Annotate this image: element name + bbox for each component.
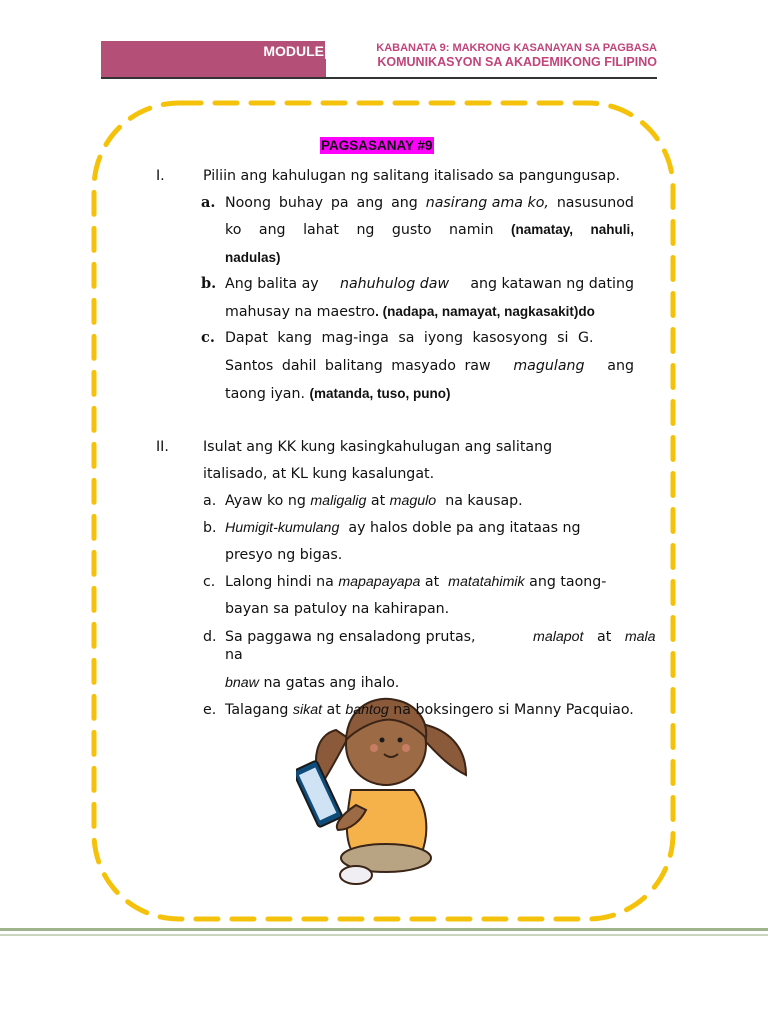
italic-term: bantog [345, 702, 389, 718]
italic-term: matatahimik [448, 574, 525, 590]
italic-term: Humigit-kumulang [225, 520, 340, 536]
text: at [326, 702, 341, 718]
italic-term: nasirang ama ko, [425, 195, 549, 211]
item-2b-line2: presyo ng bigas. [225, 547, 343, 563]
italic-term: malapot [533, 629, 584, 645]
text: Ayaw ko ng [225, 493, 306, 509]
section1-instruction: Piliin ang kahulugan ng salitang italisado sa pangungusap. [203, 168, 620, 184]
text: Talagang [225, 702, 289, 718]
text: at [597, 629, 612, 645]
italic-term: mapapayapa [338, 574, 421, 590]
italic-term: bnaw [225, 675, 259, 691]
exercise-title: PAGSASANAY #9 [321, 138, 433, 153]
item-2c-label: c. [203, 574, 216, 590]
item-2d-line1-terms [533, 628, 656, 646]
italic-term: mala [624, 629, 656, 645]
text: na boksingero si Manny Pacquiao. [393, 702, 634, 718]
choices: (namatay, [510, 222, 574, 237]
section2-numeral: II. [156, 439, 169, 455]
word: pa [330, 195, 349, 211]
item-1c-label: c. [201, 329, 215, 346]
item-1c-line3 [225, 385, 451, 403]
item-1b-line1 [225, 275, 634, 293]
item-1a-line1 [225, 194, 634, 212]
item-1c-line2 [225, 357, 634, 375]
word: ko [225, 222, 242, 238]
text: na gatas ang ihalo. [263, 675, 400, 691]
footer-rule-light [0, 934, 768, 936]
italic-term: nahuhulog daw [339, 276, 450, 292]
item-2d-line1 [225, 628, 476, 646]
item-1b-label: b. [201, 275, 217, 292]
chapter-title: KABANATA 9: MAKRONG KASANAYAN SA PAGBASA [376, 42, 657, 54]
text: Ang balita ay [225, 276, 319, 292]
choices: . (nadapa, namayat, nagkasakit)do [375, 304, 595, 319]
text: ang [607, 358, 634, 374]
word: ang [391, 195, 418, 211]
item-2c-line1 [225, 573, 606, 591]
text: Lalong hindi na [225, 574, 334, 590]
italic-term: maligalig [310, 493, 367, 509]
course-title: KOMUNIKASYON SA AKADEMIKONG FILIPINO [377, 55, 657, 69]
text: ay halos doble pa ang itataas ng [348, 520, 581, 536]
italic-term: magulo [389, 493, 437, 509]
item-1a-label: a. [201, 194, 216, 211]
text: at [424, 574, 440, 590]
italic-term: magulang [513, 358, 585, 374]
word: ng [356, 222, 375, 238]
word: namin [449, 222, 494, 238]
item-1a-line2 [225, 221, 634, 239]
item-2c-line2: bayan sa patuloy na kahirapan. [225, 601, 450, 617]
choices: (matanda, tuso, puno) [309, 386, 451, 401]
word: ang [258, 222, 286, 238]
text: taong iyan. [225, 386, 305, 402]
item-2b-line1 [225, 519, 581, 537]
item-1b-line2 [225, 303, 595, 321]
word: Noong [225, 195, 271, 211]
footer-rule [0, 928, 768, 931]
text: ang katawan ng dating [470, 276, 634, 292]
text: na kausap. [445, 493, 523, 509]
item-1c-line1: Dapat kang mag-inga sa iyong kasosyong si G. [225, 330, 594, 346]
italic-term: sikat [292, 702, 323, 718]
text: Santos dahil balitang masyado raw [225, 358, 491, 374]
word: ang [356, 195, 384, 211]
girl-with-tablet-illustration [296, 690, 476, 890]
item-2a-text [225, 492, 523, 510]
section1-numeral: I. [156, 168, 165, 184]
item-2d-line2: na [225, 647, 243, 663]
text: mahusay na maestro [225, 304, 376, 320]
item-2e-text [225, 701, 634, 719]
word: lahat [303, 222, 339, 238]
text: at [370, 493, 386, 509]
section2-instruction-line2: italisado, at KL kung kasalungat. [203, 466, 435, 482]
item-1a-line3: nadulas) [225, 250, 281, 265]
text: Sa paggawa ng ensaladong prutas, [225, 629, 476, 645]
item-2b-label: b. [203, 520, 217, 536]
choices: nahuli, [590, 222, 634, 237]
item-2a-label: a. [203, 493, 217, 509]
word: nasusunod [556, 195, 634, 211]
word: buhay [278, 195, 323, 211]
section2-instruction-line1: Isulat ang KK kung kasingkahulugan ang salitang [203, 439, 553, 455]
text: ang taong- [529, 574, 607, 590]
item-2e-label: e. [203, 702, 217, 718]
module-label: MODULE [263, 43, 324, 59]
word: gusto [391, 222, 432, 238]
item-2d-label: d. [203, 629, 217, 645]
